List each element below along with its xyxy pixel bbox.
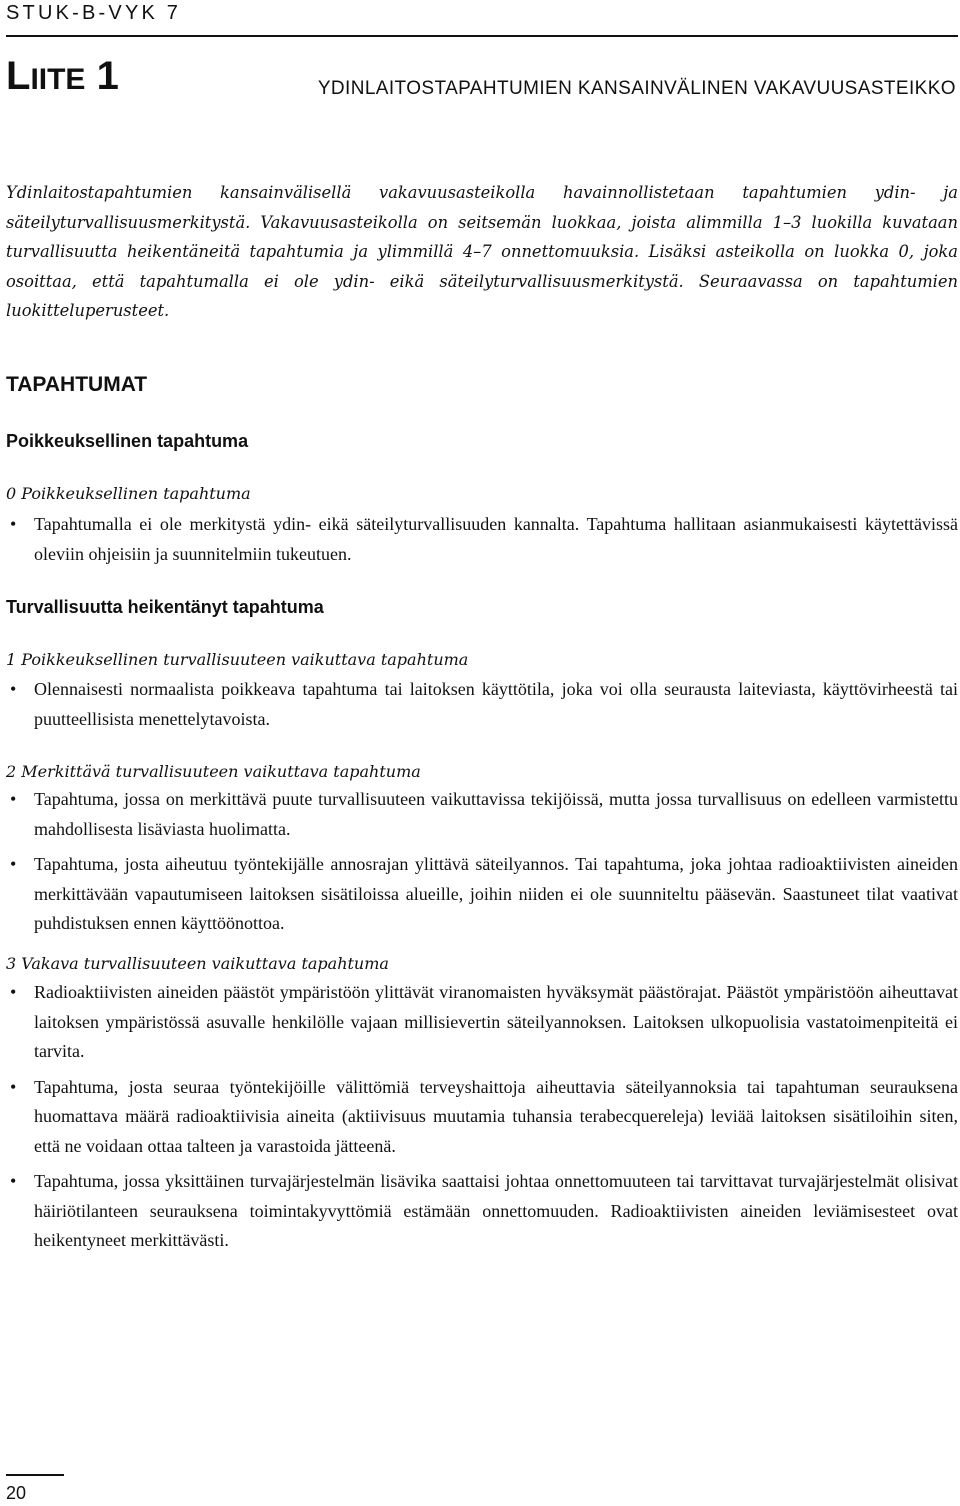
intro-paragraph: Ydinlaitostapahtumien kansainvälisellä vakavuusasteikolla havainnollistetaan tapahtumien ydin- ja säteilyturvallisuusmerkitystä. Vakavuusasteikolla on seitsemän luokkaa, joista alimmilla 1–3 luokilla kuvataan turvallisuutta heikentäneitä tapahtumia ja ylimmillä 4–7 onnettomuuksia. Lisäksi asteikolla on luokka 0, joka osoittaa, että tapahtumalla ei ole ydin- eikä säteilyturvallisuusmerkitystä. Seuraavassa on tapahtumien luokitteluperusteet. <box>6 183 958 320</box>
group-title-exceptional: Poikkeuksellinen tapahtuma <box>6 431 249 451</box>
appendix-label <box>6 56 119 96</box>
group-title-safety-degraded: Turvallisuutta heikentänyt tapahtuma <box>6 597 324 617</box>
list-item: • Tapahtuma, josta seuraa työntekijöille välittömiä terveyshaittoja aiheuttavia säteilyannoksia tai tapahtuman seurauksena huomattava määrä radioaktiivisia aineita (aktiivisuus muutamia tuhansia terabecquereleja) leviää laitoksen sisätiloihin siten, että ne voidaan ottaa talteen ja varastoida jätteenä. <box>6 1073 958 1162</box>
category-1-bullets <box>6 675 958 740</box>
appendix-label-initial: L <box>6 54 31 98</box>
list-item: • Tapahtuma, jossa yksittäinen turvajärjestelmän lisävika saattaisi johtaa onnettomuuteen tai tarvittavat turvajärjestelmät olisivat häiriötilanteen seurauksena toimintakyvyttömiä estämään onnettomuuden. Radioaktiivisten aineiden leviämisesteet ovat heikentyneet merkittävästi. <box>6 1167 958 1256</box>
appendix-label-rest: IITE <box>30 63 86 96</box>
category-3-title: 3 Vakava turvallisuuteen vaikuttava tapahtuma <box>6 954 389 973</box>
list-item: • Tapahtuma, josta aiheutuu työntekijälle annosrajan ylittävä säteilyannos. Tai tapahtuma, joka johtaa radioaktiivisten aineiden merkittävään vapautumiseen laitoksen sisätiloissa alueille, joihin niiden ei ole suunniteltu pääsevän. Saastuneet tilat vaativat puhdistuksen ennen käyttöönottoa. <box>6 850 958 939</box>
category-2-bullets <box>6 785 958 945</box>
scale-title: YDINLAITOSTAPAHTUMIEN KANSAINVÄLINEN VAKAVUUSASTEIKKO <box>317 78 956 99</box>
list-item: • Olennaisesti normaalista poikkeava tapahtuma tai laitoksen käyttötila, joka voi olla seurausta laiteviasta, käyttövirheestä tai puutteellisista menettelytavoista. <box>6 675 958 734</box>
category-1-title: 1 Poikkeuksellinen turvallisuuteen vaikuttava tapahtuma <box>6 650 469 669</box>
category-2-title: 2 Merkittävä turvallisuuteen vaikuttava tapahtuma <box>6 762 421 781</box>
header-rule <box>6 35 958 37</box>
page-number: 20 <box>6 1483 27 1503</box>
list-item: • Tapahtumalla ei ole merkitystä ydin- eikä säteilyturvallisuuden kannalta. Tapahtuma hallitaan asianmukaisesti käytettävissä oleviin ohjeisiin ja suunnitelmiin tukeutuen. <box>6 510 958 569</box>
list-item: • Radioaktiivisten aineiden päästöt ympäristöön ylittävät viranomaisten hyväksymät päästörajat. Päästöt ympäristöön aiheuttavat laitoksen ympäristössä asuvalle henkilölle vajaan millisievertin säteilyannoksen. Laitoksen ulkopuolisia vastatoimenpiteitä ei tarvita. <box>6 978 958 1067</box>
category-0-bullets <box>6 510 958 575</box>
category-3-bullets <box>6 978 958 1262</box>
section-title: TAPAHTUMAT <box>6 373 148 396</box>
footer-rule <box>6 1474 64 1476</box>
category-0-title: 0 Poikkeuksellinen tapahtuma <box>6 484 251 503</box>
appendix-number: 1 <box>96 54 119 98</box>
list-item: • Tapahtuma, jossa on merkittävä puute turvallisuuteen vaikuttavissa tekijöissä, mutta jossa turvallisuus on edelleen varmistettu mahdollisesta lisäviasta huolimatta. <box>6 785 958 844</box>
running-head: STUK-B-VYK 7 <box>6 2 182 24</box>
